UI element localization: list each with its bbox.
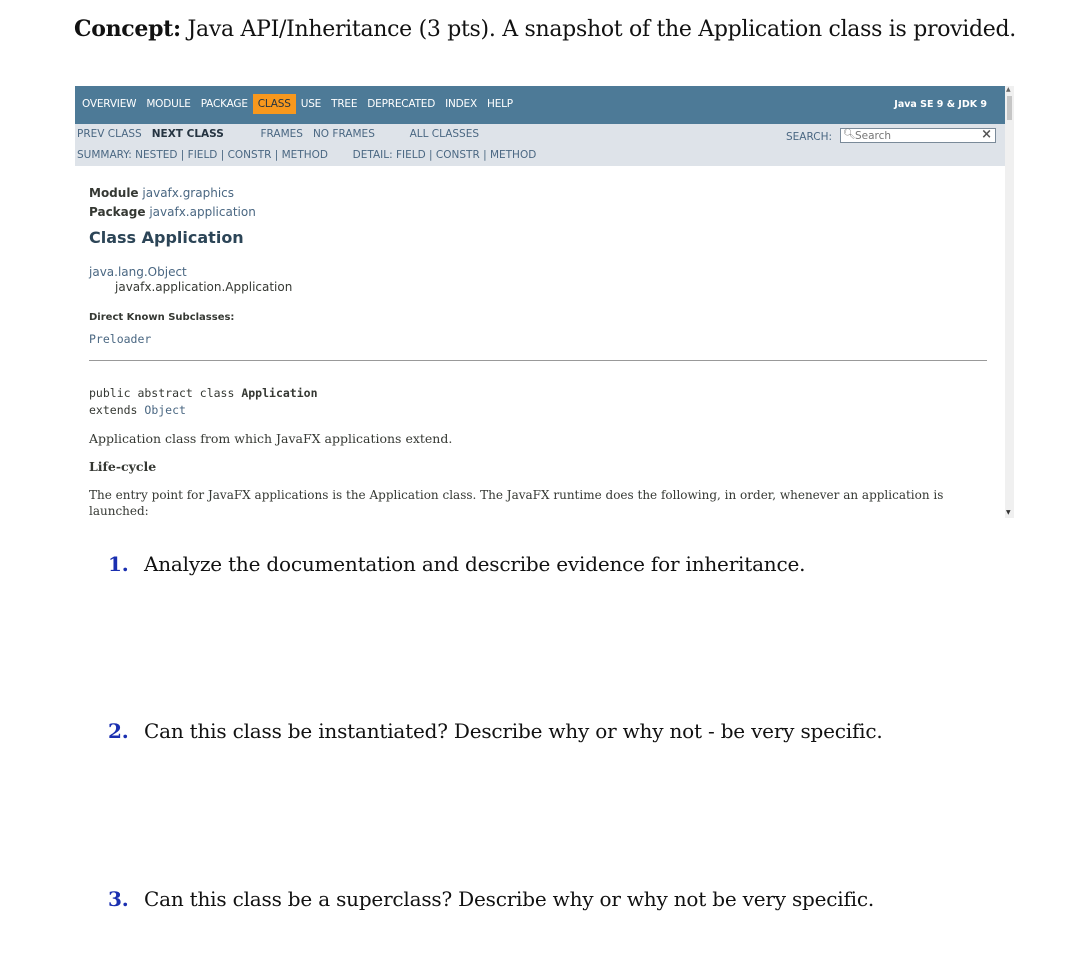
scroll-up-icon[interactable]: ▲	[1006, 86, 1011, 93]
concept-heading	[74, 16, 1016, 42]
concept-label: Concept:	[74, 16, 181, 42]
search-icon: 🔍︎	[843, 129, 856, 140]
module-label: Module	[89, 186, 139, 200]
top-navbar	[75, 86, 1005, 124]
question-text: Can this class be instantiated? Describe why or why not - be very specific.	[144, 719, 883, 743]
class-title: Class Application	[89, 228, 244, 247]
lifecycle-heading: Life-cycle	[89, 459, 157, 474]
nav-module[interactable]: MODULE	[146, 98, 191, 110]
question-text: Can this class be a superclass? Describe why or why not be very specific.	[144, 887, 875, 911]
next-class-link[interactable]: NEXT CLASS	[151, 128, 224, 140]
nav-use[interactable]: USE	[300, 98, 322, 110]
detail-links[interactable]: DETAIL: FIELD | CONSTR | METHOD	[352, 149, 537, 161]
module-line	[89, 184, 989, 203]
top-nav-links	[77, 97, 518, 114]
snapshot-scrollbar[interactable]	[1005, 86, 1014, 518]
search-box	[840, 128, 996, 143]
question-3	[108, 887, 874, 911]
javadoc-snapshot	[75, 86, 1005, 518]
nav-deprecated[interactable]: DEPRECATED	[367, 98, 436, 110]
package-label: Package	[89, 205, 146, 219]
question-number: 3.	[108, 887, 129, 911]
prev-class-link[interactable]: PREV CLASS	[77, 128, 142, 140]
version-label: Java SE 9 & JDK 9	[894, 99, 987, 110]
subclass-link[interactable]: Preloader	[89, 332, 152, 346]
question-1	[108, 552, 805, 576]
module-link[interactable]: javafx.graphics	[142, 186, 234, 200]
class-description: Application class from which JavaFX applications extend.	[89, 431, 453, 446]
class-signature	[89, 385, 989, 419]
question-number: 1.	[108, 552, 129, 576]
signature-modifiers: public abstract class	[89, 386, 242, 400]
question-2	[108, 719, 883, 743]
frames-link[interactable]: FRAMES	[260, 128, 303, 140]
all-classes-link[interactable]: ALL CLASSES	[409, 128, 480, 140]
signature-class-name: Application	[241, 386, 318, 400]
nav-class[interactable]: CLASS	[253, 94, 296, 114]
class-content	[89, 184, 989, 518]
no-frames-link[interactable]: NO FRAMES	[312, 128, 375, 140]
concept-text: Java API/Inheritance (3 pts). A snapshot of the Application class is provided.	[180, 17, 1017, 42]
package-link[interactable]: javafx.application	[149, 205, 256, 219]
summary-links[interactable]: SUMMARY: NESTED | FIELD | CONSTR | METHOD	[77, 149, 328, 161]
current-class: javafx.application.Application	[115, 280, 293, 294]
nav-index[interactable]: INDEX	[445, 98, 477, 110]
direct-subclasses-label: Direct Known Subclasses:	[89, 312, 235, 323]
search-label: SEARCH:	[786, 131, 833, 143]
nav-overview[interactable]: OVERVIEW	[82, 98, 137, 110]
search-input[interactable]	[855, 129, 975, 142]
signature-extends: extends	[89, 403, 145, 417]
scroll-thumb[interactable]	[1007, 96, 1012, 120]
clear-search-icon[interactable]: ×	[981, 127, 992, 142]
divider	[89, 360, 987, 361]
scroll-down-icon[interactable]: ▼	[1006, 509, 1011, 516]
nav-help[interactable]: HELP	[487, 98, 513, 110]
question-text: Analyze the documentation and describe evidence for inheritance.	[144, 552, 806, 576]
question-number: 2.	[108, 719, 129, 743]
signature-superclass-link[interactable]: Object	[144, 403, 186, 417]
nav-tree[interactable]: TREE	[331, 98, 358, 110]
nav-package[interactable]: PACKAGE	[200, 98, 248, 110]
inheritance-tree	[89, 265, 989, 295]
package-line	[89, 203, 989, 222]
sub-navbar	[75, 124, 1005, 166]
lifecycle-text: The entry point for JavaFX applications is the Application class. The JavaFX runtime does the following, in order, whenever an application is launched:	[89, 488, 944, 518]
superclass-link[interactable]: java.lang.Object	[89, 265, 187, 279]
